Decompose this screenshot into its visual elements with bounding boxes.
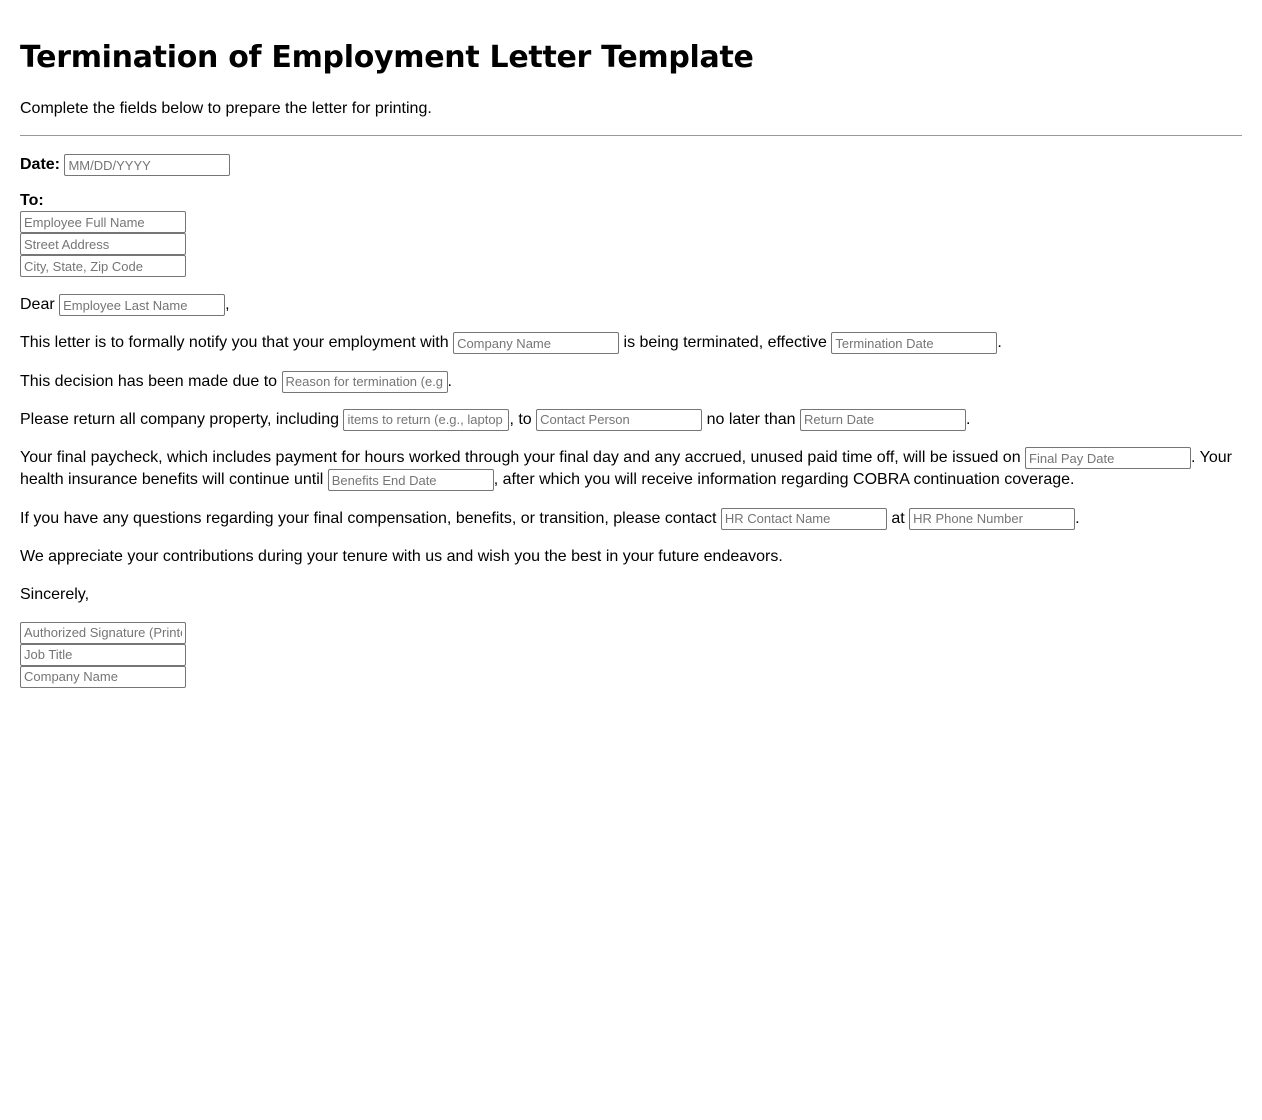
notice-text-1: This letter is to formally notify you that your employment with <box>20 334 449 352</box>
property-text-1: Please return all company property, including <box>20 411 339 429</box>
authorized-signature-input[interactable] <box>20 622 186 644</box>
company-name-input[interactable] <box>453 332 619 354</box>
questions-paragraph <box>20 508 1242 530</box>
salutation-line <box>20 294 1242 316</box>
city-state-zip-input[interactable] <box>20 255 186 277</box>
instructions-text: Complete the fields below to prepare the letter for printing. <box>20 100 432 117</box>
items-to-return-input[interactable] <box>343 409 509 431</box>
return-date-input[interactable] <box>800 409 966 431</box>
date-input[interactable] <box>64 154 230 176</box>
hr-phone-number-input[interactable] <box>909 508 1075 530</box>
questions-text-1: If you have any questions regarding your final compensation, benefits, or transition, please contact <box>20 509 717 527</box>
paycheck-text-1: Your final paycheck, which includes payment for hours worked through your final day and any accrued, unused paid time off, will be issued on <box>20 449 1021 467</box>
termination-date-input[interactable] <box>831 332 997 354</box>
signoff-text: Sincerely, <box>20 585 90 603</box>
closing-paragraph: We appreciate your contributions during your tenure with us and wish you the best in your future endeavors. <box>20 547 783 565</box>
notice-text-3: . <box>997 334 1002 352</box>
property-paragraph <box>20 409 1242 431</box>
page-title: Termination of Employment Letter Template <box>20 40 754 75</box>
contact-person-input[interactable] <box>536 409 702 431</box>
recipient-block <box>20 191 1242 277</box>
to-label: To: <box>20 192 44 210</box>
property-text-3: no later than <box>706 411 796 429</box>
date-row <box>20 154 1242 176</box>
benefits-end-date-input[interactable] <box>328 469 494 491</box>
notice-paragraph <box>20 332 1242 354</box>
notice-text-2: is being terminated, effective <box>623 334 827 352</box>
date-label: Date: <box>20 156 61 174</box>
reason-text-1: This decision has been made due to <box>20 372 278 390</box>
questions-text-3: . <box>1075 509 1080 527</box>
employee-last-name-input[interactable] <box>59 294 225 316</box>
job-title-input[interactable] <box>20 644 186 666</box>
paycheck-text-2: . Your health insurance benefits will continue until <box>20 449 1232 489</box>
final-pay-date-input[interactable] <box>1025 447 1191 469</box>
reason-paragraph <box>20 371 1242 393</box>
street-address-input[interactable] <box>20 233 186 255</box>
paycheck-paragraph <box>20 447 1242 491</box>
questions-text-2: at <box>891 509 905 527</box>
property-text-4: . <box>965 411 971 429</box>
divider <box>20 135 1242 136</box>
reason-input[interactable] <box>282 371 448 393</box>
property-text-2: , to <box>509 411 532 429</box>
paycheck-text-3: , after which you will receive information regarding COBRA continuation coverage. <box>493 471 1075 489</box>
employee-full-name-input[interactable] <box>20 211 186 233</box>
reason-text-2: . <box>447 372 452 390</box>
signature-block <box>20 622 1242 688</box>
signature-company-name-input[interactable] <box>20 666 186 688</box>
salutation-comma: , <box>225 296 230 314</box>
hr-contact-name-input[interactable] <box>721 508 887 530</box>
salutation-prefix: Dear <box>20 296 55 314</box>
